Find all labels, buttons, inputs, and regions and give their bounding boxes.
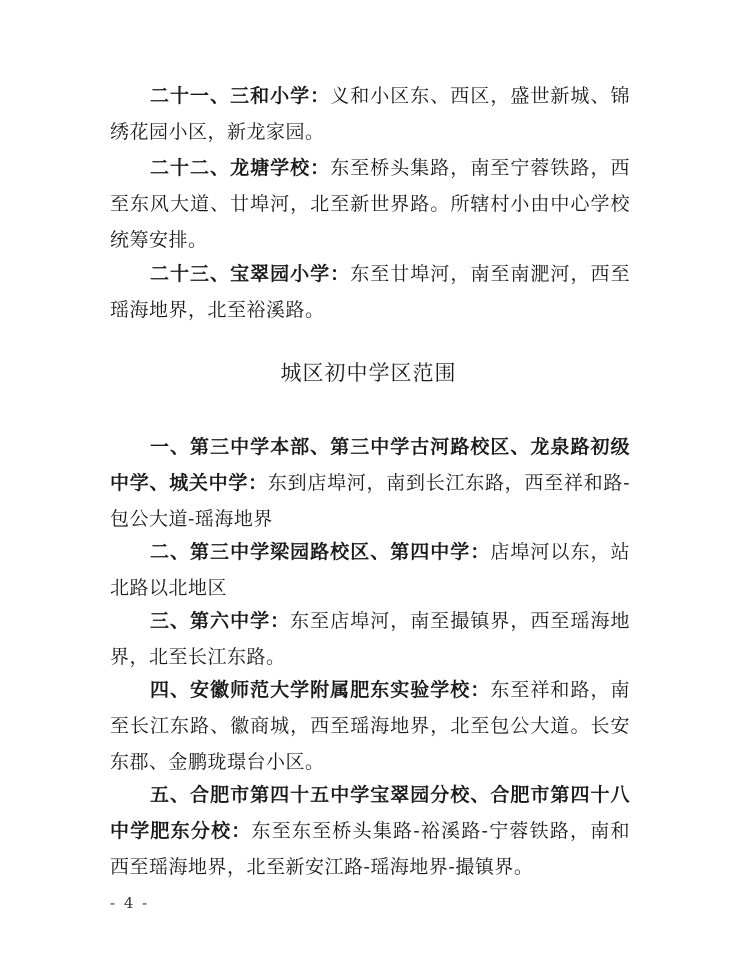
paragraph-longtang-school [110, 150, 630, 258]
paragraph-lead: 四、安徽师范大学附属肥东实验学校： [150, 679, 491, 701]
section-title: 城区初中学区范围 [280, 361, 457, 385]
paragraph-sixth-middle-school [110, 603, 630, 675]
paragraph-baocuiyuan-school [110, 256, 630, 328]
paragraph-body: 东至东至桥头集路-裕溪路-宁蓉铁路，南和西至瑶海地界，北至新安江路-瑶海地界-撮镇界。 [110, 820, 630, 878]
paragraph-body: 东至桥头集路，南至宁蓉铁路，西至东风大道、廿埠河，北至新世界路。所辖村小由中心学校统筹安排。 [110, 157, 630, 251]
paragraph-lead: 五、合肥市第四十五中学宝翠园分校、合肥市第四十八中学肥东分校： [110, 784, 630, 842]
paragraph-body: 东至祥和路，南至长江东路、徽商城，西至瑶海地界，北至包公大道。长安东郡、金鹏珑璟台小区。 [110, 679, 630, 773]
paragraph-body: 义和小区东、西区，盛世新城、锦绣花园小区，新龙家园。 [110, 85, 630, 143]
paragraph-lead: 二十三、宝翠园小学： [150, 263, 351, 285]
paragraph-body: 东至店埠河，南至撮镇界，西至瑶海地界，北至长江东路。 [110, 610, 630, 668]
paragraph-body: 店埠河以东，站北路以北地区 [110, 541, 630, 599]
paragraph-lead: 二十一、三和小学： [150, 85, 331, 107]
paragraph-liangyuan-fourth-school [110, 534, 630, 606]
paragraph-body: 东到店埠河，南到长江东路，西至祥和路-包公大道-瑶海地界 [110, 472, 630, 530]
paragraph-lead: 一、第三中学本部、第三中学古河路校区、龙泉路初级中学、城关中学： [110, 436, 630, 494]
paragraph-third-middle-school [110, 429, 630, 537]
paragraph-body: 东至廿埠河，南至南淝河，西至瑶海地界，北至裕溪路。 [110, 263, 630, 321]
paragraph-lead: 二十二、龙塘学校： [150, 157, 331, 179]
page-number: - 4 - [110, 894, 150, 912]
paragraph-sanhe-school [110, 78, 630, 150]
paragraph-anhui-normal-school [110, 672, 630, 780]
paragraph-lead: 三、第六中学： [150, 610, 291, 632]
paragraph-hefei-45-48-school [110, 777, 630, 885]
paragraph-lead: 二、第三中学梁园路校区、第四中学： [150, 541, 491, 563]
